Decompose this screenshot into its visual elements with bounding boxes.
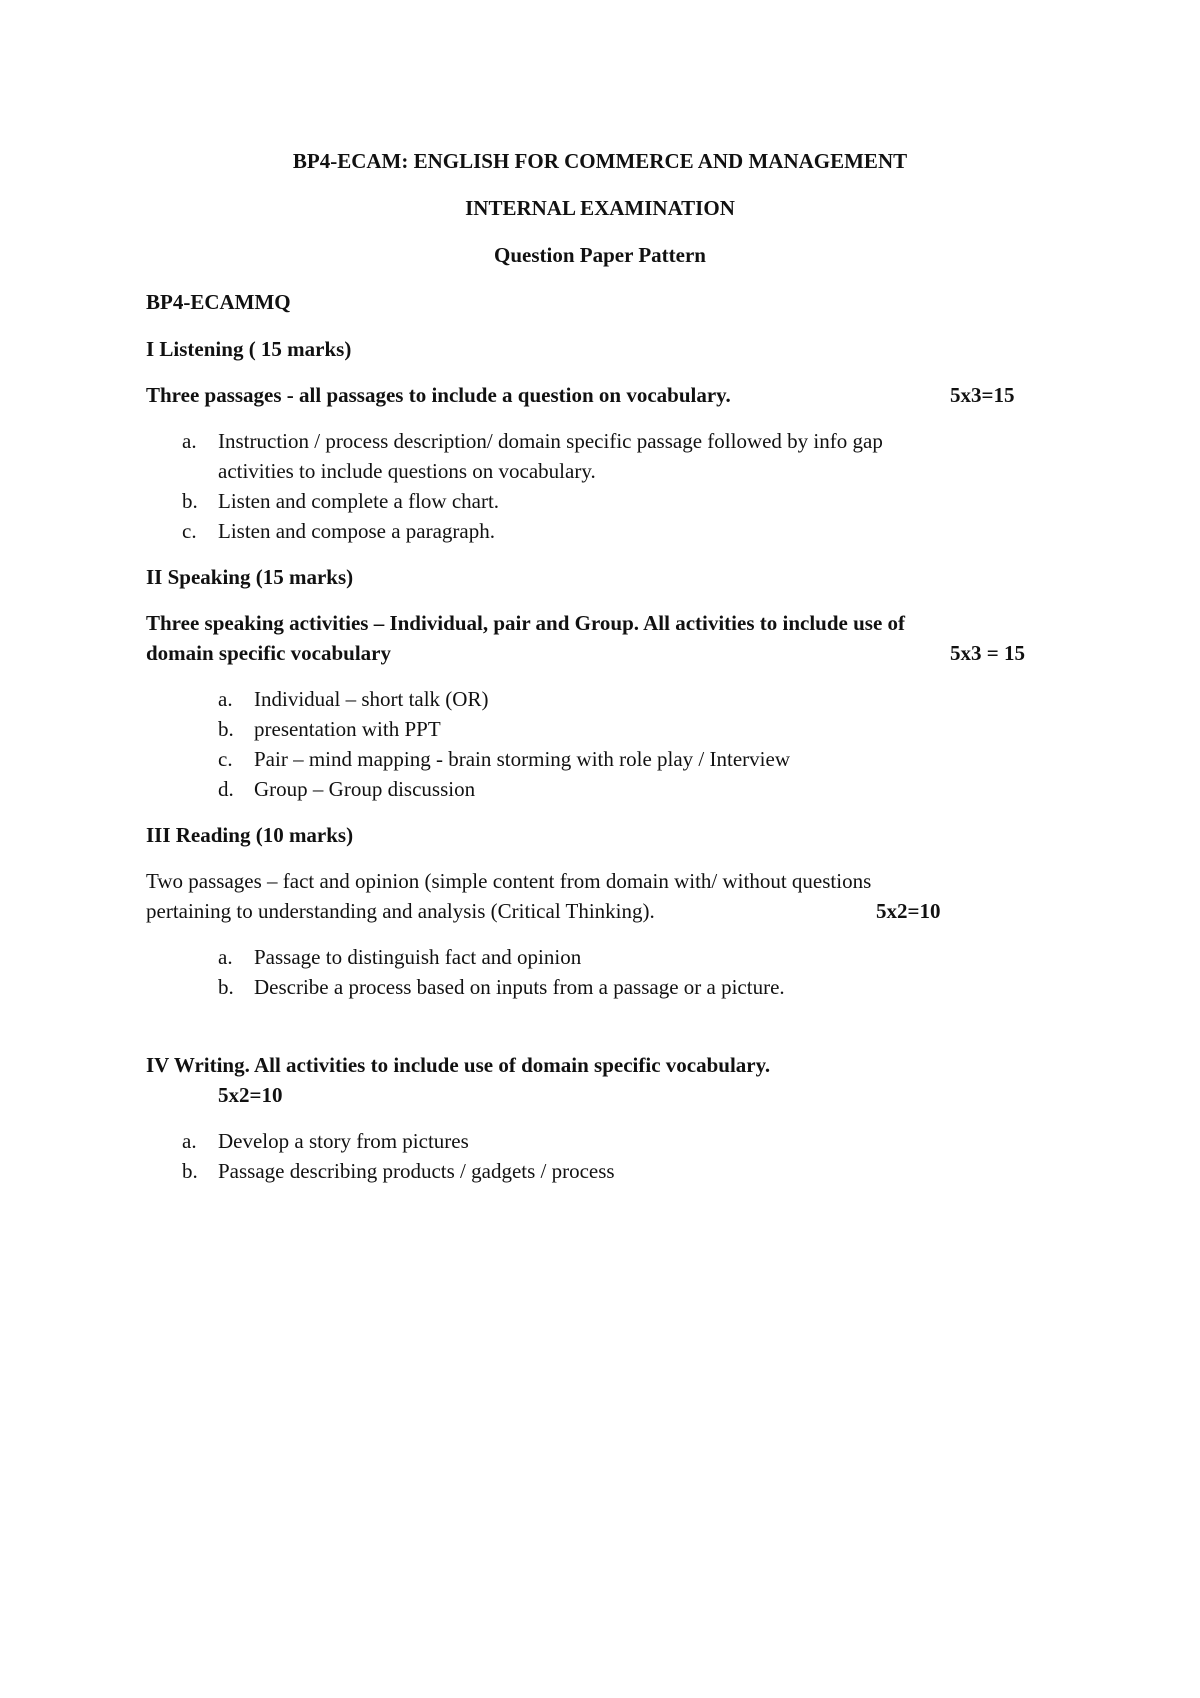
speaking-marks: 5x3 = 15 <box>950 641 1025 665</box>
speaking-item-d <box>218 774 475 804</box>
list-marker: b. <box>182 489 198 513</box>
writing-item-a <box>182 1126 469 1156</box>
listening-heading: I Listening ( 15 marks) <box>146 337 352 361</box>
listening-description: Three passages - all passages to include a question on vocabulary. <box>146 383 731 407</box>
list-marker: b. <box>218 717 234 741</box>
list-marker: b. <box>182 1159 198 1183</box>
list-item-text: Passage describing products / gadgets / process <box>218 1159 615 1183</box>
document-subtitle: INTERNAL EXAMINATION <box>465 196 735 220</box>
list-item-text: presentation with PPT <box>254 717 441 741</box>
list-marker: b. <box>218 975 234 999</box>
listening-item-b <box>182 486 499 516</box>
list-marker: c. <box>182 519 197 543</box>
listening-item-a <box>182 426 883 456</box>
listening-item-c <box>182 516 495 546</box>
list-item-text: Describe a process based on inputs from a passage or a picture. <box>254 975 785 999</box>
question-paper-pattern-heading: Question Paper Pattern <box>494 243 706 267</box>
speaking-item-b <box>218 714 441 744</box>
list-item-text: Individual – short talk (OR) <box>254 687 489 711</box>
writing-marks: 5x2=10 <box>218 1083 283 1107</box>
speaking-item-a <box>218 684 488 714</box>
list-item-text: activities to include questions on vocabulary. <box>218 459 596 483</box>
reading-item-b <box>218 972 785 1002</box>
list-marker: a. <box>182 429 197 453</box>
list-item-text: Listen and compose a paragraph. <box>218 519 495 543</box>
paper-code: BP4-ECAMMQ <box>146 290 291 314</box>
speaking-description-line2: domain specific vocabulary <box>146 641 391 665</box>
list-item-text: Passage to distinguish fact and opinion <box>254 945 582 969</box>
list-marker: a. <box>218 687 233 711</box>
list-marker: d. <box>218 777 234 801</box>
speaking-item-c <box>218 744 790 774</box>
speaking-description-line1: Three speaking activities – Individual, pair and Group. All activities to include use of <box>146 611 906 635</box>
writing-heading: IV Writing. All activities to include use of domain specific vocabulary. <box>146 1053 771 1077</box>
listening-item-a-continued <box>182 456 596 486</box>
reading-description-line2: pertaining to understanding and analysis (Critical Thinking). <box>146 899 655 923</box>
list-item-text: Group – Group discussion <box>254 777 476 801</box>
reading-item-a <box>218 942 581 972</box>
list-marker: a. <box>218 945 233 969</box>
speaking-heading: II Speaking (15 marks) <box>146 565 354 589</box>
listening-marks: 5x3=15 <box>950 383 1015 407</box>
document-title: BP4-ECAM: ENGLISH FOR COMMERCE AND MANAGEMENT <box>292 149 908 173</box>
list-item-text: Develop a story from pictures <box>218 1129 469 1153</box>
list-marker: a. <box>182 1129 197 1153</box>
reading-heading: III Reading (10 marks) <box>146 823 354 847</box>
list-item-text: Instruction / process description/ domain specific passage followed by info gap <box>218 429 883 453</box>
reading-marks: 5x2=10 <box>876 899 941 923</box>
list-marker: c. <box>218 747 233 771</box>
list-item-text: Listen and complete a flow chart. <box>218 489 500 513</box>
writing-item-b <box>182 1156 615 1186</box>
reading-description-line1: Two passages – fact and opinion (simple content from domain with/ without questions <box>146 869 872 893</box>
list-item-text: Pair – mind mapping - brain storming with role play / Interview <box>254 747 790 771</box>
